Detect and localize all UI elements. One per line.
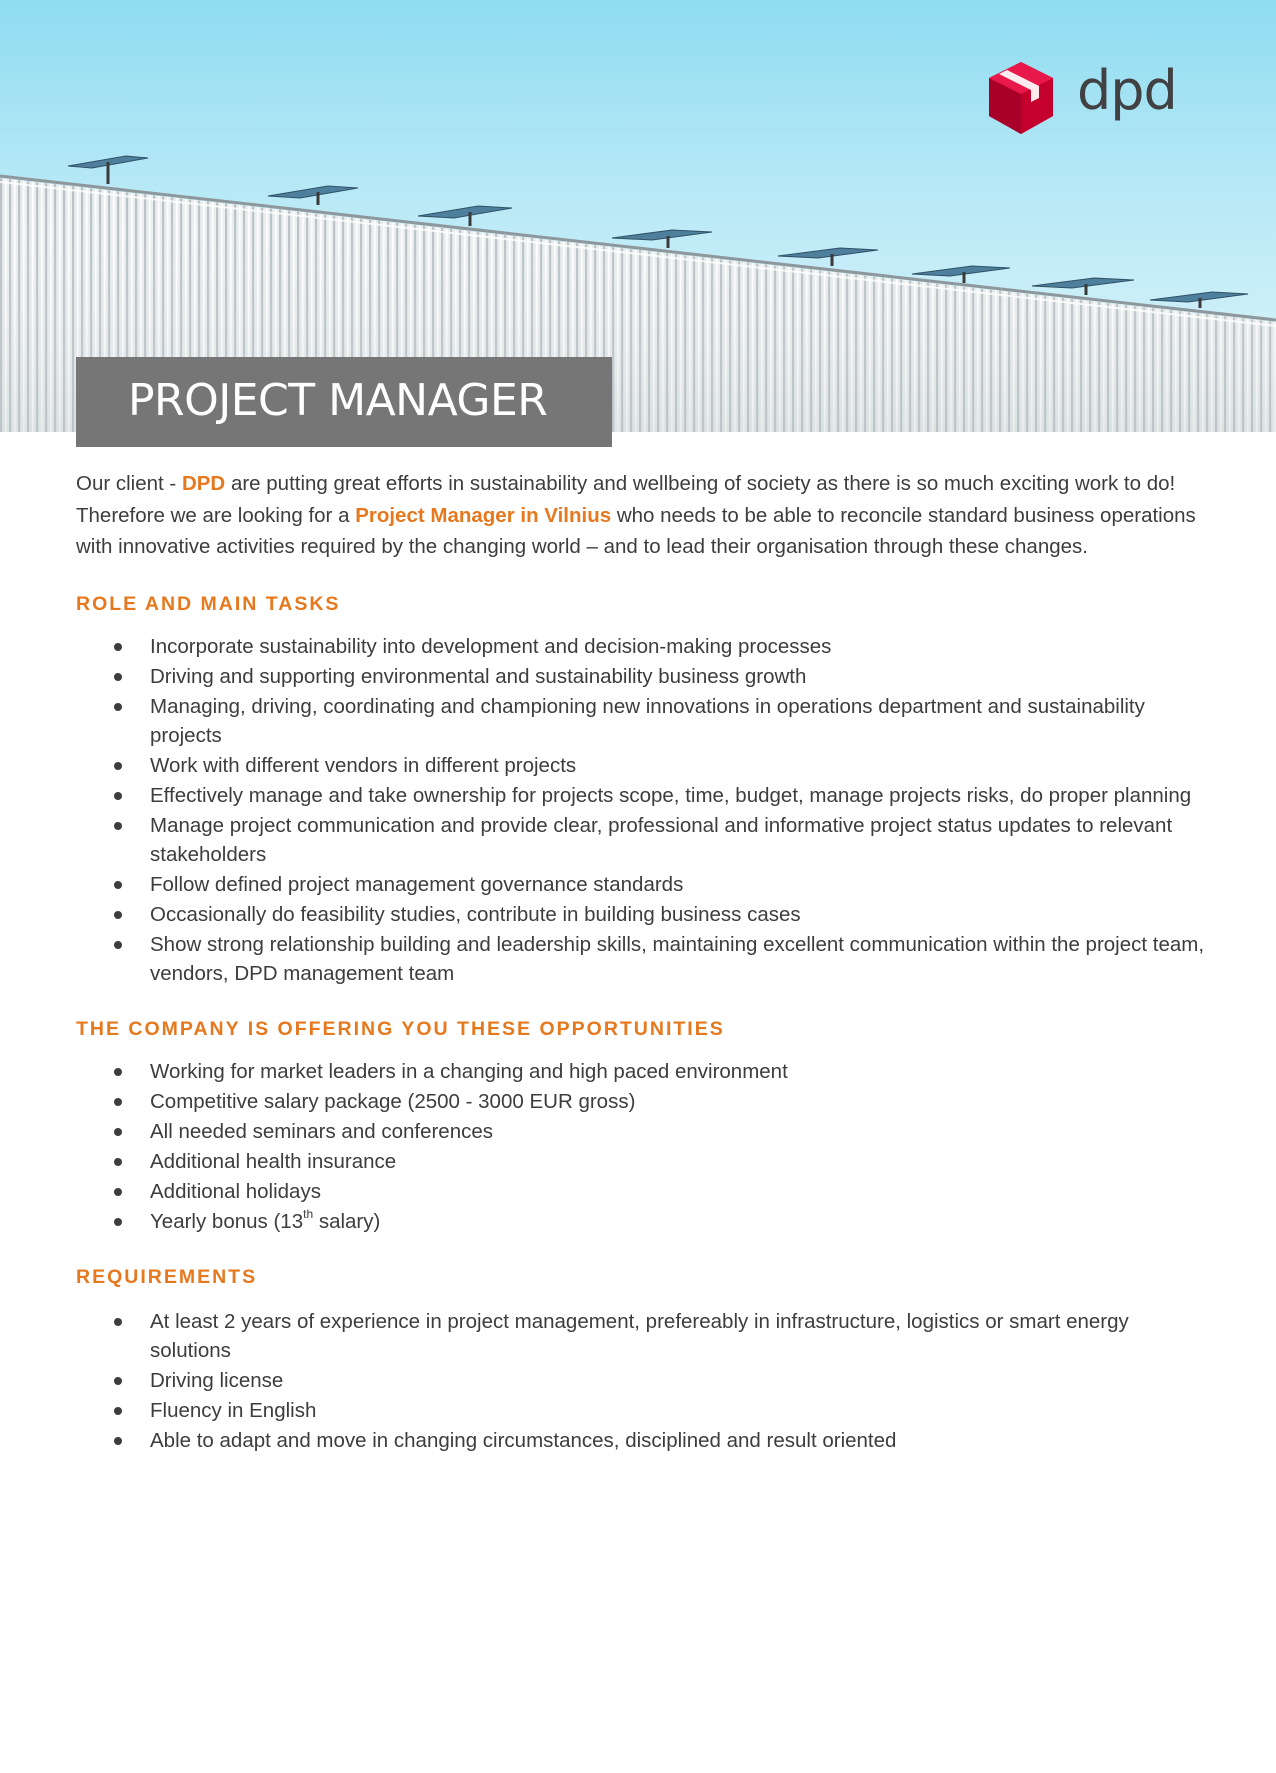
list-item: Occasionally do feasibility studies, contribute in building business cases	[76, 900, 1206, 929]
list-item: Fluency in English	[76, 1396, 1206, 1425]
section-title-offer: THE COMPANY IS OFFERING YOU THESE OPPORTUNITIES	[76, 1017, 725, 1040]
position-name: Project Manager in Vilnius	[355, 503, 612, 527]
list-item: Work with different vendors in different projects	[76, 751, 1206, 780]
title-banner	[76, 357, 612, 447]
list-item: Effectively manage and take ownership for projects scope, time, budget, manage projects risks, do proper planning	[76, 781, 1206, 810]
bullet-icon	[114, 1318, 122, 1326]
dpd-wordmark: dpd	[1077, 59, 1177, 122]
list-item: Competitive salary package (2500 - 3000 EUR gross)	[76, 1087, 1206, 1116]
bullet-icon	[114, 673, 122, 681]
list-item: Show strong relationship building and leadership skills, maintaining excellent communication within the project team, vendors, DPD management team	[76, 930, 1206, 988]
role-task-list	[76, 632, 1206, 988]
bullet-icon	[114, 1218, 122, 1226]
bullet-icon	[114, 1128, 122, 1136]
bullet-icon	[114, 911, 122, 919]
list-item: Driving license	[76, 1366, 1206, 1395]
list-item: Manage project communication and provide clear, professional and informative project status updates to relevant stakeholders	[76, 811, 1206, 869]
requirements-list	[76, 1307, 1206, 1455]
page-title: PROJECT MANAGER	[128, 375, 548, 426]
dpd-cube-logo-icon	[985, 58, 1057, 138]
section-title-requirements: REQUIREMENTS	[76, 1265, 258, 1288]
list-item: Additional holidays	[76, 1177, 1206, 1206]
bullet-icon	[114, 703, 122, 711]
bullet-icon	[114, 941, 122, 949]
bullet-icon	[114, 822, 122, 830]
list-item: Able to adapt and move in changing circumstances, disciplined and result oriented	[76, 1426, 1206, 1455]
list-item: Managing, driving, coordinating and championing new innovations in operations department and sustainability projects	[76, 692, 1206, 750]
list-item: Additional health insurance	[76, 1147, 1206, 1176]
list-item: Working for market leaders in a changing and high paced environment	[76, 1057, 1206, 1086]
bullet-icon	[114, 1188, 122, 1196]
bullet-icon	[114, 1158, 122, 1166]
bullet-icon	[114, 1437, 122, 1445]
job-description	[76, 468, 1206, 1456]
bullet-icon	[114, 1068, 122, 1076]
intro-text-2: are putting great efforts in sustainability and wellbeing of society as there is so much exciting work to do! Therefore we are looking for a	[76, 472, 1176, 527]
intro-paragraph	[76, 468, 1206, 563]
bullet-icon	[114, 1098, 122, 1106]
company-name: DPD	[181, 472, 226, 495]
bullet-icon	[114, 643, 122, 651]
list-item: Driving and supporting environmental and sustainability business growth	[76, 662, 1206, 691]
bullet-icon	[114, 881, 122, 889]
intro-text-1: Our client -	[76, 472, 182, 495]
list-item: Yearly bonus (13th salary)	[76, 1207, 1206, 1236]
list-item: All needed seminars and conferences	[76, 1117, 1206, 1146]
bullet-icon	[114, 762, 122, 770]
dpd-logo	[985, 58, 1185, 138]
bullet-icon	[114, 1377, 122, 1385]
bullet-icon	[114, 1407, 122, 1415]
bullet-icon	[114, 792, 122, 800]
list-item: At least 2 years of experience in project management, prefereably in infrastructure, logistics or smart energy solutions	[76, 1307, 1206, 1365]
section-title-role: ROLE AND MAIN TASKS	[76, 592, 341, 615]
list-item: Follow defined project management governance standards	[76, 870, 1206, 899]
intro-text-3: who needs to be able to reconcile standard business operations with innovative activities required by the changing world – and to lead their organisation through these changes.	[76, 503, 1196, 558]
offer-list	[76, 1057, 1206, 1236]
list-item: Incorporate sustainability into development and decision-making processes	[76, 632, 1206, 661]
